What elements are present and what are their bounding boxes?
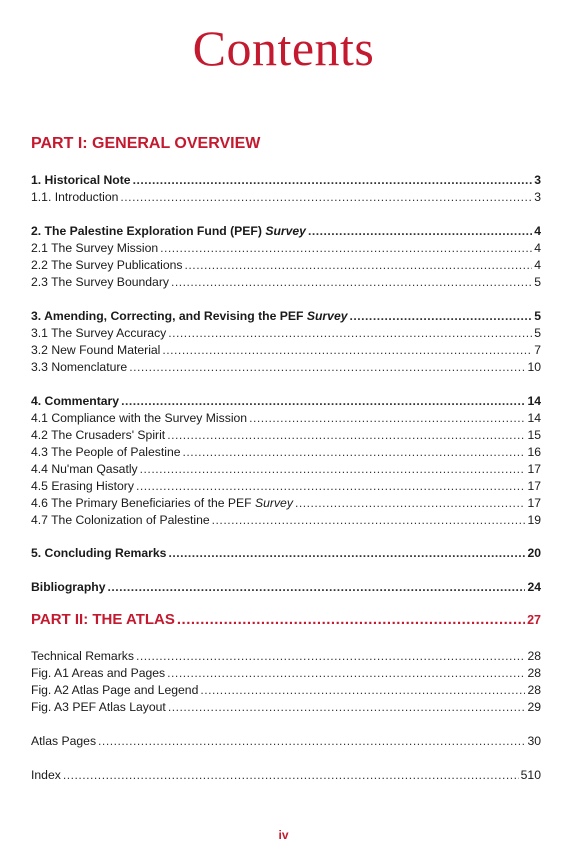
leader-dots [162,343,532,357]
toc-entry[interactable] [31,173,541,187]
toc-label: 3.1 The Survey Accuracy [31,326,167,340]
toc-label: 4.4 Nu'man Qasatly [31,462,138,476]
part-heading: PART I: GENERAL OVERVIEW [31,135,261,152]
toc-entry[interactable] [31,649,541,663]
toc-label: 4.2 The Crusaders' Spirit [31,428,166,442]
leader-dots [212,513,526,527]
toc-label: 3.2 New Found Material [31,343,161,357]
toc-label: 4.7 The Colonization of Palestine [31,513,210,527]
toc-page-number: 17 [527,496,541,510]
toc-page-number: 20 [527,546,541,560]
toc-page-number: 27 [527,613,541,627]
page-folio: iv [278,828,289,842]
toc-page-number: 30 [527,734,541,748]
toc-page-number: 3 [534,173,541,187]
toc-entry[interactable] [31,241,541,255]
toc-entry[interactable] [31,343,541,357]
toc-entry[interactable] [31,768,541,782]
toc-entry[interactable] [31,734,541,748]
leader-dots [107,580,525,594]
toc-entry[interactable] [31,683,541,697]
leader-dots [249,411,525,425]
toc-page-number: 17 [527,479,541,493]
leader-dots [129,360,525,374]
toc-label: 2.2 The Survey Publications [31,258,183,272]
toc-label-italic: Survey [265,224,306,238]
leader-dots [140,462,526,476]
leader-dots [177,611,525,629]
toc-label-text: 3. Amending, Correcting, and Revising the PEF [31,309,307,323]
toc-entry[interactable] [31,190,541,204]
toc-page-number: 14 [527,411,541,425]
toc-page-number: 24 [527,580,541,594]
toc-label: 2.1 The Survey Mission [31,241,159,255]
leader-dots [98,734,525,748]
leader-dots [63,768,519,782]
toc-entry[interactable] [31,411,541,425]
toc-label-italic: Survey [255,496,293,510]
toc-page-number: 5 [534,309,541,323]
toc-label: Technical Remarks [31,649,134,663]
toc-label: 3.3 Nomenclature [31,360,128,374]
toc-entry[interactable] [31,546,541,560]
toc-page-number: 28 [527,649,541,663]
toc-page-number: 510 [520,768,541,782]
leader-dots [183,445,526,459]
toc-entry[interactable] [31,513,541,527]
toc-entry[interactable] [31,479,541,493]
leader-dots [350,309,533,323]
page-title: Contents [192,20,375,76]
toc-entry[interactable] [31,580,541,594]
toc-entry[interactable] [31,700,541,714]
toc-label: 4.1 Compliance with the Survey Mission [31,411,248,425]
toc-page-number: 17 [527,462,541,476]
toc-entry[interactable] [31,428,541,442]
toc-page-number: 4 [534,258,541,272]
toc-label: 2.3 The Survey Boundary [31,275,169,289]
toc-label: 4.5 Erasing History [31,479,134,493]
leader-dots [168,546,525,560]
leader-dots [136,479,525,493]
toc-label: Atlas Pages [31,734,97,748]
toc-label: PART II: THE ATLAS [31,611,175,628]
toc-entry[interactable] [31,224,541,238]
toc-label: 1. Historical Note [31,173,131,187]
toc-page-number: 3 [534,190,541,204]
toc-label-text: 2. The Palestine Exploration Fund (PEF) [31,224,266,238]
toc-label: Fig. A1 Areas and Pages [31,666,166,680]
leader-dots [185,258,533,272]
toc-entry[interactable] [31,258,541,272]
toc-label: 5. Concluding Remarks [31,546,167,560]
leader-dots [171,275,532,289]
toc-entry[interactable] [31,360,541,374]
leader-dots [121,394,525,408]
toc-label: 4. Commentary [31,394,120,408]
toc-page-number: 14 [527,394,541,408]
toc-page-number: 28 [527,683,541,697]
toc-label: Fig. A2 Atlas Page and Legend [31,683,199,697]
toc-page-number: 4 [534,241,541,255]
toc-label: Index [31,768,61,782]
leader-dots [136,649,525,663]
toc-label-italic: Survey [306,309,348,323]
leader-dots [160,241,532,255]
toc-entry[interactable] [31,496,541,510]
leader-dots [167,666,525,680]
toc-label: Bibliography [31,580,106,594]
toc-entry[interactable] [31,309,541,323]
leader-dots [120,190,532,204]
toc-label [31,224,306,238]
toc-page-number: 28 [527,666,541,680]
leader-dots [133,173,533,187]
leader-dots [308,224,532,238]
toc-entry[interactable] [31,326,541,340]
toc-page-number: 7 [534,343,541,357]
toc-entry[interactable] [31,462,541,476]
toc-entry[interactable] [31,275,541,289]
toc-label [31,496,293,510]
toc-page-number: 5 [534,326,541,340]
toc-entry[interactable] [31,394,541,408]
leader-dots [168,326,532,340]
toc-entry-part-heading[interactable] [31,611,541,629]
toc-label: 4.3 The People of Palestine [31,445,181,459]
toc-label: Fig. A3 PEF Atlas Layout [31,700,166,714]
toc-label-text: 4.6 The Primary Beneficiaries of the PEF [31,496,255,510]
toc-page-number: 10 [527,360,541,374]
toc-page-number: 29 [527,700,541,714]
toc-entry[interactable] [31,445,541,459]
toc-page-number: 15 [527,428,541,442]
toc-page-number: 16 [527,445,541,459]
toc-entry[interactable] [31,666,541,680]
toc-label [31,309,348,323]
toc-label: 1.1. Introduction [31,190,119,204]
toc-page-number: 19 [527,513,541,527]
leader-dots [168,700,526,714]
toc-page-number: 5 [534,275,541,289]
leader-dots [167,428,525,442]
leader-dots [200,683,525,697]
toc-page-number: 4 [534,224,541,238]
leader-dots [295,496,526,510]
